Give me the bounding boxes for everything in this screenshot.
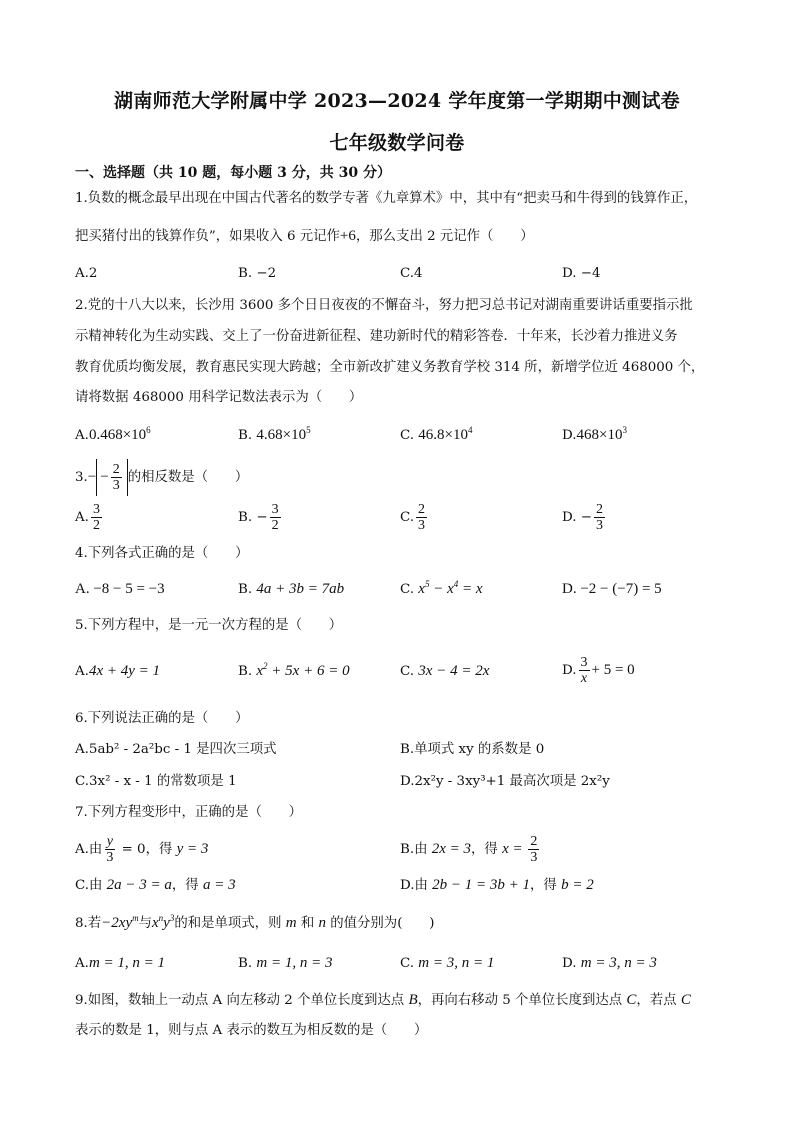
q1-option-b[interactable]: B. −2: [238, 266, 277, 281]
q3-number: 3.: [75, 470, 88, 485]
q8-tail: 的值分别为( ): [325, 916, 435, 931]
q3-option-c-letter: C.: [400, 510, 415, 525]
q9-point-c1: C: [626, 992, 637, 1008]
q1-line2-text-a: 把买猪付出的钱算作负”，如果收入 6 元记作: [75, 229, 340, 244]
q3-numerator: 2: [112, 462, 120, 477]
q5-option-d-fraction: [579, 655, 590, 686]
q7-option-b-prefix: B.由: [400, 842, 432, 857]
q7-option-b-den: 3: [530, 850, 538, 865]
q7-option-b-eq: 2x = 3: [431, 841, 472, 857]
q7-option-a[interactable]: [75, 830, 208, 869]
q5-option-b-expr: [256, 663, 349, 679]
q4-option-c-x2: − x: [429, 581, 454, 597]
q2-option-d-base: 468×10: [576, 427, 623, 443]
q2-line2: 示精神转化为生动实践、交上了一份奋进新征程、建功新时代的精彩答卷．十年来，长沙着力推进义务: [75, 329, 678, 344]
q3-option-d-num: 2: [596, 502, 603, 517]
q9-point-b: B: [408, 992, 418, 1008]
q3-inner-minus: −: [100, 469, 109, 485]
q3-suffix: 的相反数是（ ）: [127, 470, 249, 485]
q5-option-b[interactable]: [238, 662, 350, 681]
q4-option-a[interactable]: A. −8 − 5 = −3: [75, 581, 165, 597]
q5-option-c[interactable]: [400, 662, 489, 681]
q8-n: n: [318, 915, 326, 931]
q5-option-c-letter: C.: [400, 664, 415, 679]
q8-term1: [101, 915, 138, 931]
q3-fraction: [111, 462, 122, 493]
q5-stem: 5.下列方程中，是一元一次方程的是（ ）: [75, 618, 343, 633]
exam-subtitle: 七年级数学问卷: [329, 132, 465, 154]
q3-denominator: 3: [112, 478, 120, 493]
q5-option-b-rest: + 5x + 6 = 0: [267, 663, 350, 679]
q2-option-a[interactable]: [75, 426, 151, 445]
q5-option-d-den: x: [580, 671, 588, 686]
q7-stem: 7.下列方程变形中，正确的是（ ）: [75, 805, 303, 820]
q5-option-d-letter: D.: [562, 663, 577, 678]
q8-option-c[interactable]: [400, 954, 494, 973]
q3-option-d-fraction: [594, 502, 605, 533]
section-heading: 一、选择题（共 10 题，每小题 3 分，共 30 分）: [75, 165, 391, 181]
q8-option-b-expr: m = 1, n = 3: [256, 955, 333, 971]
q8-term2-yexp: 3: [169, 913, 175, 923]
q1-line2-text-c: ，那么支出 2 元记作（ ）: [355, 229, 534, 244]
q2-option-c-letter: C.: [400, 428, 415, 443]
q1-option-a[interactable]: A.2: [75, 266, 98, 281]
q6-option-d[interactable]: D.2x²y - 3xy³+1 最高次项是 2x²y: [400, 774, 610, 789]
q7-option-a-fraction: [104, 834, 115, 865]
q4-option-b-expr: 4a + 3b = 7ab: [256, 581, 345, 597]
q4-option-b[interactable]: [238, 580, 344, 599]
q3-option-c-num: 2: [418, 502, 426, 517]
q7-option-a-prefix: A.由: [75, 842, 103, 857]
q5-option-d-num: 3: [580, 655, 588, 670]
q7-option-c[interactable]: [75, 876, 236, 895]
q5-option-a-letter: A.: [75, 664, 89, 679]
q2-option-b-value: [256, 427, 310, 443]
q1-line1: 1.负数的概念最早出现在中国古代著名的数学专著《九章算术》中，其中有“把卖马和牛得到的钱算作正，: [75, 191, 698, 206]
q8-term1-base: −2xy: [101, 915, 133, 931]
q6-option-c[interactable]: C.3x² - x - 1 的常数项是 1: [75, 774, 237, 789]
q7-option-a-den: 3: [106, 850, 114, 865]
q2-option-a-exp: 6: [146, 425, 151, 435]
q8-option-c-letter: C.: [400, 956, 415, 971]
q6-option-b[interactable]: B.单项式 xy 的系数是 0: [400, 742, 545, 757]
q2-line3: 教育优质均衡发展，教育惠民实现大跨越；全市新改扩建义务教育学校 314 所，新增学位近 468000 个，: [75, 360, 705, 375]
q2-option-a-value: [89, 427, 151, 443]
q2-option-d-value: [577, 427, 627, 443]
q3-option-c[interactable]: [400, 500, 429, 536]
q9-text-a: 9.如图，数轴上一动点 A 向左移动 2 个单位长度到达点: [75, 993, 409, 1008]
q5-option-d[interactable]: [562, 650, 635, 691]
q7-option-d[interactable]: [400, 876, 594, 895]
q1-option-c[interactable]: C.4: [400, 266, 423, 281]
exam-title: 湖南师范大学附属中学 2023—2024 学年度第一学期期中测试卷: [114, 90, 680, 112]
q7-option-d-result: b = 2: [561, 877, 594, 893]
q7-option-d-mid: ，得: [530, 878, 562, 893]
q3-option-a-letter: A.: [75, 510, 89, 525]
q8-and: 和: [296, 916, 319, 931]
q5-option-a[interactable]: [75, 662, 160, 681]
q1-option-d[interactable]: D. −4: [562, 266, 601, 281]
q9-text-c: ，若点: [636, 993, 681, 1008]
q8-option-b[interactable]: [238, 954, 332, 973]
q4-option-b-letter: B.: [238, 582, 253, 597]
q3-option-b-letter: B. −: [238, 510, 268, 525]
q8-option-a-expr: m = 1, n = 1: [88, 955, 166, 971]
q6-option-a[interactable]: A.5ab² - 2a²bc - 1 是四次三项式: [75, 742, 277, 757]
q8-term2-x: x: [152, 915, 159, 931]
q8-option-b-letter: B.: [238, 956, 253, 971]
q7-option-c-result: a = 3: [202, 877, 236, 893]
q2-option-c-base: 46.8×10: [418, 427, 469, 443]
q8-prefix: 8.若: [75, 916, 102, 931]
q5-option-b-letter: B.: [238, 664, 253, 679]
q4-option-c-x1: x: [418, 581, 425, 597]
q3-option-c-den: 3: [418, 518, 426, 533]
q5-option-d-tail: + 5 = 0: [591, 662, 635, 678]
q7-option-b[interactable]: [400, 830, 541, 869]
q4-stem: 4.下列各式正确的是（ ）: [75, 546, 249, 561]
q2-option-c-value: [418, 427, 472, 443]
q8-option-a[interactable]: [75, 954, 165, 973]
q8-option-d-letter: D.: [562, 956, 577, 971]
q3-absolute-value: [96, 459, 127, 496]
q3-option-d[interactable]: [562, 500, 607, 536]
q7-option-c-mid: ，得: [171, 878, 203, 893]
q1-plus-six: +6: [339, 228, 356, 244]
q7-option-a-num: y: [106, 834, 113, 849]
q8-and-text: 与: [138, 916, 152, 931]
q8-term2: [152, 915, 174, 931]
q7-option-b-num: 2: [530, 834, 538, 849]
q2-option-b-base: 4.68×10: [256, 427, 307, 443]
q4-option-c-expr: [418, 581, 482, 597]
q8-option-a-letter: A.: [75, 956, 89, 971]
q2-line1: 2.党的十八大以来，长沙用 3600 多个日日夜夜的不懈奋斗，努力把习总书记对湖南重要讲话重要指示批: [75, 298, 693, 313]
q8-option-d-expr: m = 3, n = 3: [580, 955, 657, 971]
q2-option-a-base: 0.468×10: [88, 427, 147, 443]
q5-option-c-expr: 3x − 4 = 2x: [418, 663, 490, 679]
q2-line4: 请将数据 468000 用科学记数法表示为（ ）: [75, 390, 363, 405]
q3-stem: [75, 459, 248, 496]
q2-option-b[interactable]: [238, 426, 311, 445]
q8-term2-y: y: [163, 915, 170, 931]
q9-text-b: ，再向右移动 5 个单位长度到达点: [417, 993, 627, 1008]
q2-option-d-letter: D.: [562, 428, 577, 443]
q3-option-d-letter: D. −: [562, 510, 592, 525]
q8-m: m: [285, 915, 297, 931]
q4-option-c-exp1: 5: [424, 579, 430, 589]
q3-option-d-den: 3: [596, 518, 603, 533]
q7-option-b-lhs: x =: [502, 841, 527, 857]
q4-option-d[interactable]: D. −2 − (−7) = 5: [562, 581, 662, 597]
q3-outer-minus: −: [87, 469, 97, 485]
q7-option-b-mid: ，得: [471, 842, 503, 857]
q3-option-b-den: 2: [271, 518, 279, 533]
q3-option-a[interactable]: [75, 500, 104, 536]
q2-option-c[interactable]: [400, 426, 473, 445]
q9-point-c2: C: [680, 992, 691, 1008]
q7-option-c-eq: 2a − 3 = a: [106, 877, 172, 893]
q6-stem: 6.下列说法正确的是（ ）: [75, 711, 249, 726]
q2-option-d-exp: 3: [622, 425, 627, 435]
q8-post: 的和是单项式，则: [174, 916, 286, 931]
q7-option-d-eq: 2b − 1 = 3b + 1: [432, 877, 531, 893]
q3-option-b[interactable]: [238, 500, 283, 536]
q1-line2: [75, 227, 534, 246]
q2-option-d[interactable]: [562, 426, 627, 445]
q4-option-c-letter: C.: [400, 582, 415, 597]
q3-option-c-fraction: [416, 502, 427, 533]
q7-option-b-fraction: [528, 834, 539, 865]
q3-option-a-num: 3: [92, 502, 100, 517]
q5-option-b-x: x: [256, 663, 264, 679]
q2-option-a-letter: A.: [75, 428, 89, 443]
q4-option-c-rhs: = x: [458, 581, 483, 597]
q2-option-b-letter: B.: [238, 428, 253, 443]
q9-line1: [75, 991, 691, 1010]
q5-option-a-expr: 4x + 4y = 1: [88, 663, 160, 679]
q3-option-a-den: 2: [92, 518, 100, 533]
q9-line2: 表示的数是 1，则与点 A 表示的数互为相反数的是（ ）: [75, 1023, 428, 1038]
q8-term1-exp: m: [132, 913, 139, 923]
q8-term2-xexp: n: [158, 913, 164, 923]
q7-option-c-prefix: C.由: [75, 878, 107, 893]
q4-option-c[interactable]: [400, 580, 483, 599]
q2-option-c-exp: 4: [468, 425, 473, 435]
q8-option-d[interactable]: [562, 954, 657, 973]
q4-option-c-exp2: 4: [453, 579, 459, 589]
q3-option-b-num: 3: [271, 502, 279, 517]
q3-option-a-fraction: [91, 502, 102, 533]
q2-option-b-exp: 5: [306, 425, 311, 435]
q7-option-a-result: y = 3: [176, 841, 209, 857]
q5-option-b-exp: 2: [263, 661, 268, 671]
q8-option-c-expr: m = 3, n = 1: [418, 955, 495, 971]
q3-option-b-fraction: [270, 502, 281, 533]
q7-option-a-mid: = 0，得: [117, 842, 177, 857]
q7-option-d-prefix: D.由: [400, 878, 433, 893]
q8-stem: [75, 914, 434, 933]
